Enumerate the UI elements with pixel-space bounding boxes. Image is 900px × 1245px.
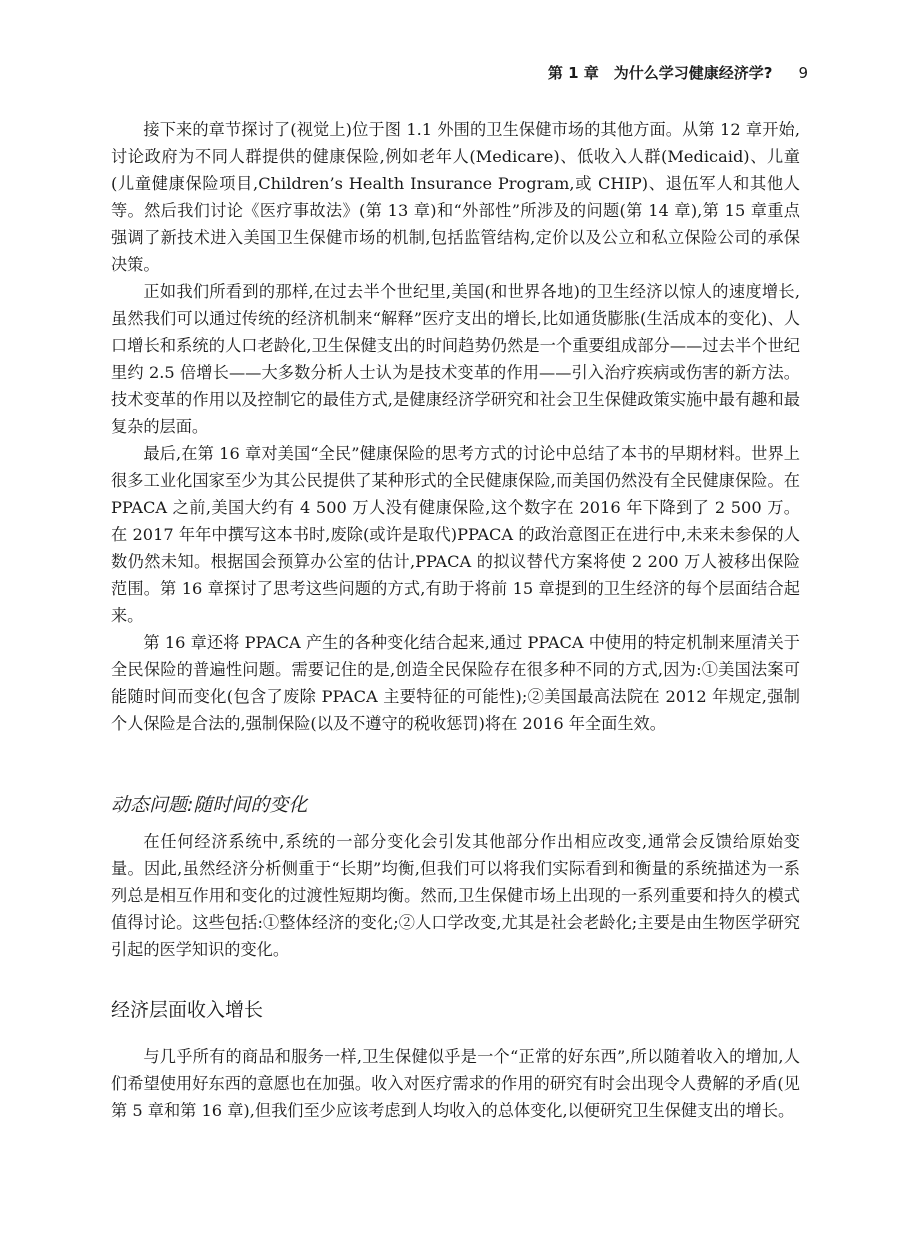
paragraph: 第 16 章还将 PPACA 产生的各种变化结合起来,通过 PPACA 中使用的特定机制来厘清关于全民保险的普遍性问题。需要记住的是,创造全民保险存在很多种不同的方式,因为:①美国法案可能随时间而变化(包含了废除 PPACA 主要特征的可能性);②美国最高法院在 2012 年规定,强制个人保险是合法的,强制保险(以及不遵守的税收惩罚)将在 2016 年全面生效。	[111, 633, 800, 733]
section-heading-dynamic: 动态问题:随时间的变化	[111, 794, 308, 816]
paragraph: 与几乎所有的商品和服务一样,卫生保健似乎是一个“正常的好东西”,所以随着收入的增加,人们希望使用好东西的意愿也在加强。收入对医疗需求的作用的研究有时会出现令人费解的矛盾(见第 5 章和第 16 章),但我们至少应该考虑到人均收入的总体变化,以便研究卫生保健支出的增长。	[111, 1047, 800, 1120]
section-body-dynamic	[111, 828, 800, 963]
section-body-income	[111, 1043, 800, 1124]
section-heading-income: 经济层面收入增长	[111, 999, 264, 1021]
running-head	[548, 62, 808, 83]
paragraph: 最后,在第 16 章对美国“全民”健康保险的思考方式的讨论中总结了本书的早期材料。世界上很多工业化国家至少为其公民提供了某种形式的全民健康保险,而美国仍然没有全民健康保险。在 PPACA 之前,美国大约有 4 500 万人没有健康保险,这个数字在 2016 年下降到了 2 500 万。在 2017 年年中撰写这本书时,废除(或许是取代)PPACA 的政治意图正在进行中,未来未参保的人数仍然未知。根据国会预算办公室的估计,PPACA 的拟议替代方案将使 2 200 万人被移出保险范围。第 16 章探讨了思考这些问题的方式,有助于将前 15 章提到的卫生经济的每个层面结合起来。	[111, 444, 800, 625]
paragraph: 接下来的章节探讨了(视觉上)位于图 1.1 外围的卫生保健市场的其他方面。从第 12 章开始,讨论政府为不同人群提供的健康保险,例如老年人(Medicare)、低收入人群(Medicaid)、儿童(儿童健康保险项目,Children’s Health Insurance Program,或 CHIP)、退伍军人和其他人等。然后我们讨论《医疗事故法》(第 13 章)和“外部性”所涉及的问题(第 14 章),第 15 章重点强调了新技术进入美国卫生保健市场的机制,包括监管结构,定价以及公立和私立保险公司的承保决策。	[111, 120, 800, 274]
chapter-title: 第 1 章 为什么学习健康经济学?	[547, 64, 773, 82]
page-number: 9	[798, 64, 808, 82]
section-body-intro	[111, 116, 800, 737]
paragraph: 在任何经济系统中,系统的一部分变化会引发其他部分作出相应改变,通常会反馈给原始变量。因此,虽然经济分析侧重于“长期”均衡,但我们可以将我们实际看到和衡量的系统描述为一系列总是相互作用和变化的过渡性短期均衡。然而,卫生保健市场上出现的一系列重要和持久的模式值得讨论。这些包括:①整体经济的变化;②人口学改变,尤其是社会老龄化;主要是由生物医学研究引起的医学知识的变化。	[111, 832, 800, 959]
paragraph: 正如我们所看到的那样,在过去半个世纪里,美国(和世界各地)的卫生经济以惊人的速度增长,虽然我们可以通过传统的经济机制来“解释”医疗支出的增长,比如通货膨胀(生活成本的变化)、人口增长和系统的人口老龄化,卫生保健支出的时间趋势仍然是一个重要组成部分——过去半个世纪里约 2.5 倍增长——大多数分析人士认为是技术变革的作用——引入治疗疾病或伤害的新方法。技术变革的作用以及控制它的最佳方式,是健康经济学研究和社会卫生保健政策实施中最有趣和最复杂的层面。	[111, 282, 800, 436]
